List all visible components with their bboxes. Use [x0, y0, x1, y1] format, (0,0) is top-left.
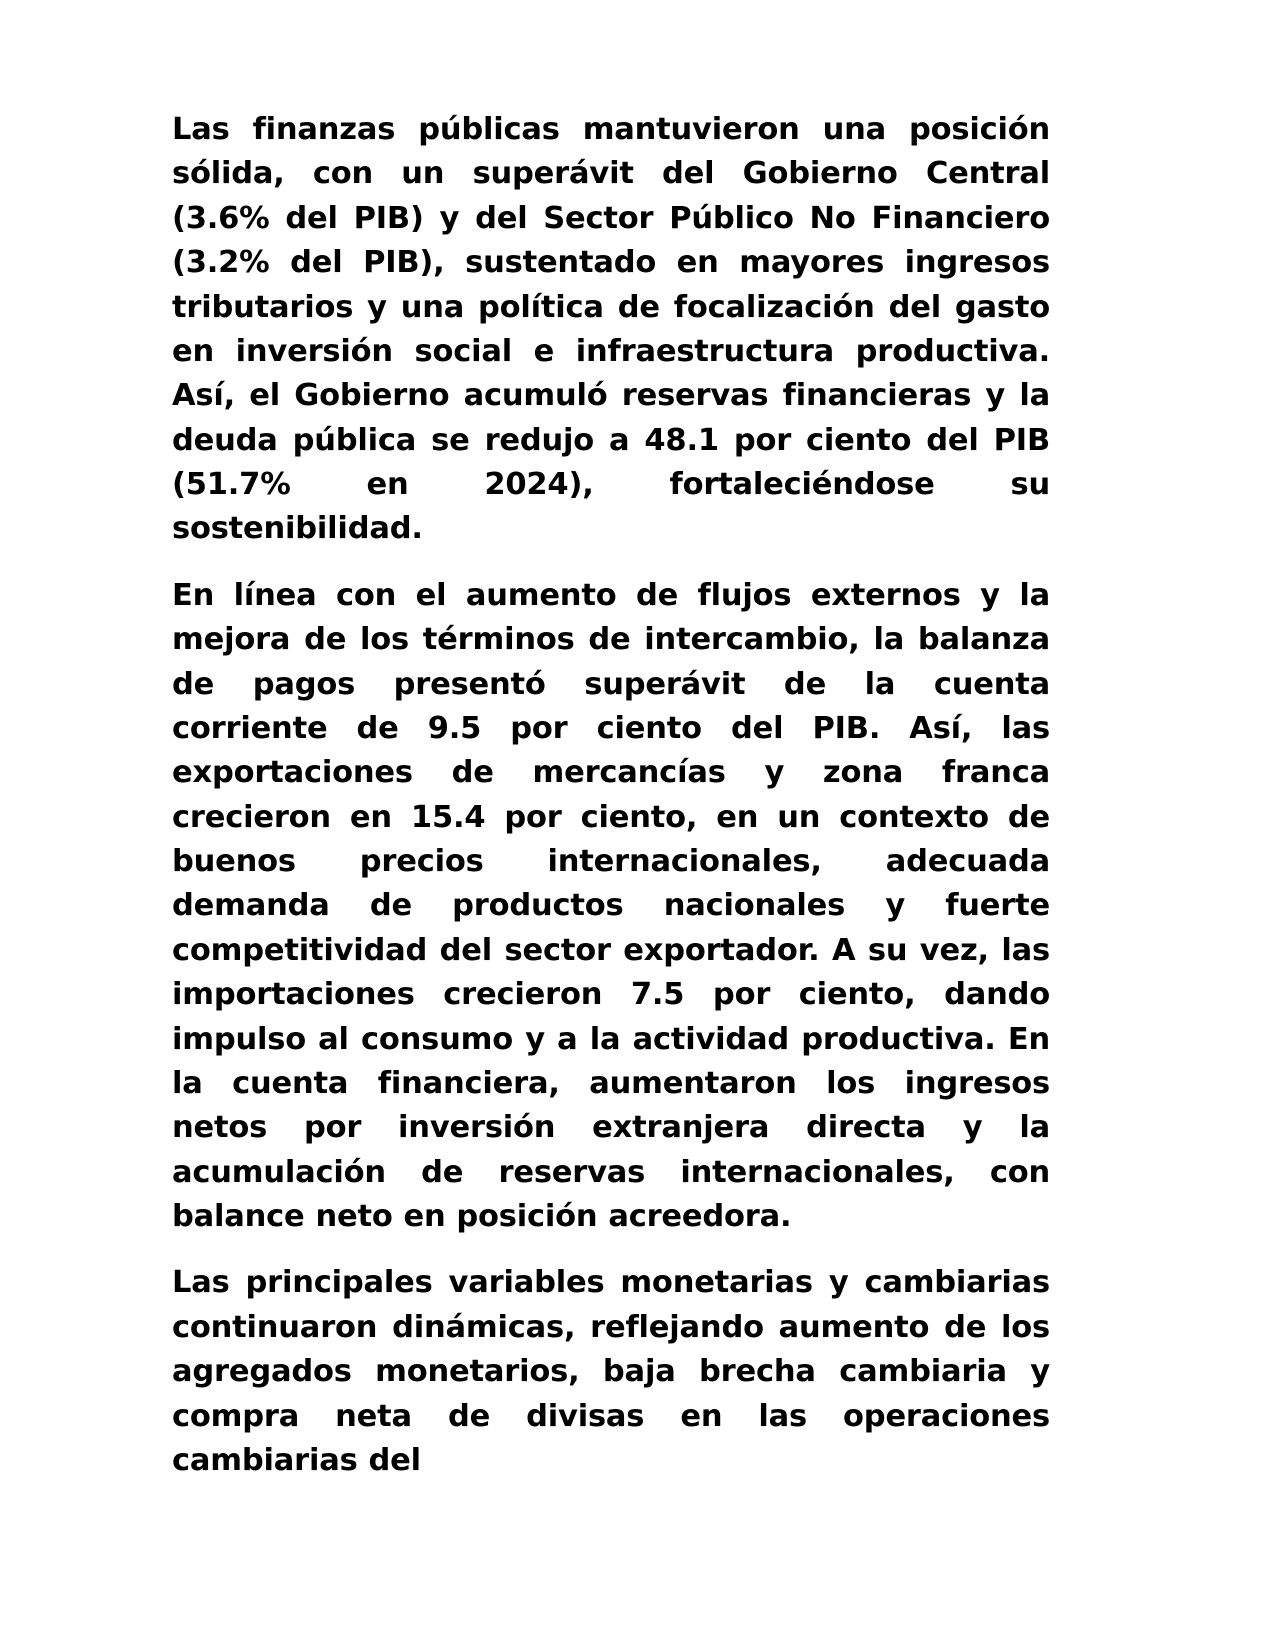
paragraph-fiscal: Las finanzas públicas mantuvieron una posición sólida, con un superávit del Gobierno Central (3.6% del PIB) y del Sector Público No Financiero (3.2% del PIB), sustentado en mayores ingresos tributarios y una política de focalización del gasto en inversión social e infraestructura productiva. Así, el Gobierno acumuló reservas financieras y la deuda pública se redujo a 48.1 por ciento del PIB (51.7% en 2024), fortaleciéndose su sostenibilidad. [172, 112, 1050, 547]
paragraph-monetary: Las principales variables monetarias y cambiarias continuaron dinámicas, reflejando aumento de los agregados monetarios, baja brecha cambiaria y compra neta de divisas en las operaciones cambiarias del [172, 1265, 1050, 1478]
paragraph-balance-of-payments: En línea con el aumento de flujos externos y la mejora de los términos de intercambio, la balanza de pagos presentó superávit de la cuenta corriente de 9.5 por ciento del PIB. Así, las exportaciones de mercancías y zona franca crecieron en 15.4 por ciento, en un contexto de buenos precios internacionales, adecuada demanda de productos nacionales y fuerte competitividad del sector exportador. A su vez, las importaciones crecieron 7.5 por ciento, dando impulso al consumo y a la actividad productiva. En la cuenta financiera, aumentaron los ingresos netos por inversión extranjera directa y la acumulación de reservas internacionales, con balance neto en posición acreedora. [172, 577, 1050, 1234]
document-body [172, 108, 1050, 1483]
